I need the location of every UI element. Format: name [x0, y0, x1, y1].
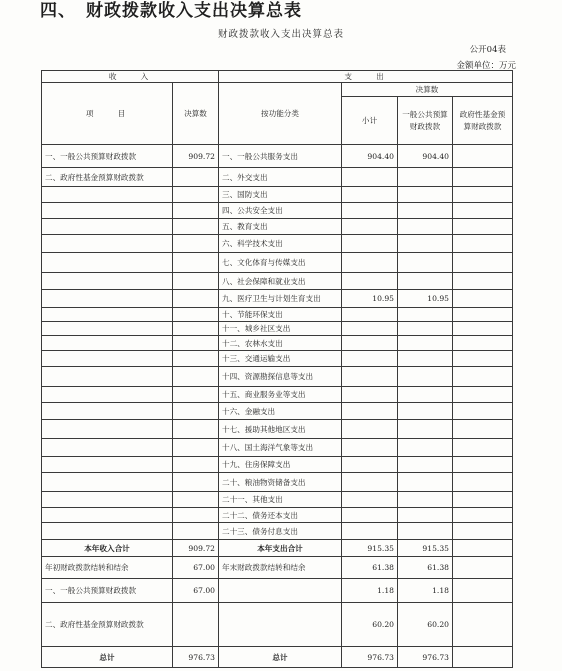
expense-general-cell — [398, 308, 453, 322]
end-carry-general: 61.38 — [398, 557, 453, 579]
table-row — [42, 187, 513, 203]
expense-general-cell — [398, 473, 453, 492]
expense-subtotal-cell — [342, 457, 398, 473]
expense-fund-cell — [453, 253, 513, 273]
income-item-cell — [42, 439, 173, 457]
table-row — [42, 290, 513, 308]
income-amount-cell — [173, 336, 219, 351]
expense-total-general: 915.35 — [398, 540, 453, 557]
final-accounts-table — [41, 70, 513, 668]
income-header: 收 入 — [42, 71, 219, 83]
carry-detail-label: 二、政府性基金预算财政拨款 — [42, 603, 173, 647]
expense-fund-cell — [453, 219, 513, 235]
table-row — [42, 523, 513, 540]
expense-general-cell — [398, 492, 453, 508]
income-amount-cell — [173, 187, 219, 203]
expense-general-cell — [398, 387, 453, 403]
carry-detail-subtotal: 60.20 — [342, 603, 398, 647]
income-amount-cell: 909.72 — [173, 145, 219, 168]
by-function-header: 按功能分类 — [219, 83, 342, 145]
income-amount-cell — [173, 322, 219, 336]
page-heading — [40, 0, 302, 21]
table-row — [42, 168, 513, 187]
expense-general-cell — [398, 420, 453, 439]
expense-subtotal-cell — [342, 473, 398, 492]
income-item-cell — [42, 457, 173, 473]
income-amount-cell — [173, 253, 219, 273]
table-row — [42, 336, 513, 351]
expense-subtotal-cell — [342, 253, 398, 273]
income-item-cell — [42, 308, 173, 322]
expense-general-cell — [398, 322, 453, 336]
expense-function-cell: 十、节能环保支出 — [219, 308, 342, 322]
table-row — [42, 473, 513, 492]
income-item-cell — [42, 203, 173, 219]
expense-general-cell — [398, 439, 453, 457]
header-row-2 — [42, 83, 513, 97]
expense-function-cell: 二十二、债务还本支出 — [219, 508, 342, 523]
table-row — [42, 508, 513, 523]
expense-subtotal-cell — [342, 420, 398, 439]
fund-budget-header: 政府性基金预算财政拨款 — [453, 97, 513, 145]
totals-row — [42, 540, 513, 557]
expense-function-cell: 一、一般公共服务支出 — [219, 145, 342, 168]
table-row — [42, 403, 513, 420]
table-row — [42, 351, 513, 367]
table-row — [42, 492, 513, 508]
income-amount-cell — [173, 508, 219, 523]
expense-general-cell: 10.95 — [398, 290, 453, 308]
expense-function-cell: 十八、国土海洋气象等支出 — [219, 439, 342, 457]
expense-subtotal-cell: 904.40 — [342, 145, 398, 168]
expense-subtotal-cell — [342, 351, 398, 367]
header-row-1 — [42, 71, 513, 83]
income-amount-cell — [173, 457, 219, 473]
carry-detail-label: 一、一般公共预算财政拨款 — [42, 579, 173, 603]
income-total-label: 本年收入合计 — [42, 540, 173, 557]
expense-general-cell — [398, 235, 453, 253]
income-amount-cell — [173, 387, 219, 403]
carry-detail-value: 67.00 — [173, 579, 219, 603]
income-item-cell — [42, 322, 173, 336]
expense-subtotal-cell — [342, 508, 398, 523]
income-item-cell — [42, 351, 173, 367]
grand-total-expense-label: 总计 — [219, 647, 342, 668]
expense-subtotal-cell: 10.95 — [342, 290, 398, 308]
expense-fund-cell — [453, 336, 513, 351]
expense-fund-cell — [453, 457, 513, 473]
table-row — [42, 420, 513, 439]
expense-fund-cell — [453, 473, 513, 492]
expense-general-cell: 904.40 — [398, 145, 453, 168]
carry-detail-blank — [219, 603, 342, 647]
final-group-header: 决算数 — [342, 83, 513, 97]
grand-total-row — [42, 647, 513, 668]
expense-total-label: 本年支出合计 — [219, 540, 342, 557]
carry-detail-blank — [219, 579, 342, 603]
income-item-cell: 二、政府性基金预算财政拨款 — [42, 168, 173, 187]
income-item-cell — [42, 273, 173, 290]
income-item-cell — [42, 219, 173, 235]
expense-fund-cell — [453, 145, 513, 168]
expense-subtotal-cell — [342, 336, 398, 351]
expense-fund-cell — [453, 367, 513, 387]
expense-function-cell: 七、文化体育与传媒支出 — [219, 253, 342, 273]
expense-subtotal-cell — [342, 439, 398, 457]
income-item-cell — [42, 508, 173, 523]
expense-function-cell: 十七、援助其他地区支出 — [219, 420, 342, 439]
expense-fund-cell — [453, 235, 513, 253]
subtotal-header: 小计 — [342, 97, 398, 145]
expense-fund-cell — [453, 439, 513, 457]
expense-function-cell: 五、教育支出 — [219, 219, 342, 235]
expense-general-cell — [398, 523, 453, 540]
expense-subtotal-cell — [342, 492, 398, 508]
expense-function-cell: 六、科学技术支出 — [219, 235, 342, 253]
expense-function-cell: 十五、商业服务业等支出 — [219, 387, 342, 403]
expense-function-cell: 十九、住房保障支出 — [219, 457, 342, 473]
income-amount-cell — [173, 308, 219, 322]
income-item-cell — [42, 387, 173, 403]
carry-detail-row — [42, 603, 513, 647]
income-item-cell — [42, 403, 173, 420]
general-budget-header: 一般公共预算财政拨款 — [398, 97, 453, 145]
expense-fund-cell — [453, 351, 513, 367]
expense-function-cell: 十三、交通运输支出 — [219, 351, 342, 367]
income-amount-cell — [173, 523, 219, 540]
expense-general-cell — [398, 351, 453, 367]
expense-function-cell: 二十一、其他支出 — [219, 492, 342, 508]
begin-carry-label: 年初财政拨款结转和结余 — [42, 557, 173, 579]
grand-total-fund — [453, 647, 513, 668]
table-row — [42, 367, 513, 387]
income-item-cell — [42, 290, 173, 308]
table-row — [42, 457, 513, 473]
income-amount-cell — [173, 235, 219, 253]
expense-function-cell: 十六、金融支出 — [219, 403, 342, 420]
heading-title: 财政拨款收入支出决算总表 — [86, 1, 302, 21]
item-header: 项 目 — [42, 83, 173, 145]
expense-subtotal-cell — [342, 387, 398, 403]
income-item-cell — [42, 187, 173, 203]
expense-fund-cell — [453, 508, 513, 523]
expense-subtotal-cell — [342, 367, 398, 387]
table-row — [42, 273, 513, 290]
expense-fund-cell — [453, 403, 513, 420]
carry-detail-fund — [453, 579, 513, 603]
expense-function-cell: 二、外交支出 — [219, 168, 342, 187]
expense-general-cell — [398, 457, 453, 473]
table-row — [42, 219, 513, 235]
income-amount-cell — [173, 168, 219, 187]
table-row — [42, 235, 513, 253]
income-amount-cell — [173, 351, 219, 367]
expense-subtotal-cell — [342, 273, 398, 290]
expense-general-cell — [398, 203, 453, 219]
expense-subtotal-cell — [342, 168, 398, 187]
expense-general-cell — [398, 187, 453, 203]
end-carry-label: 年末财政拨款结转和结余 — [219, 557, 342, 579]
end-carry-subtotal: 61.38 — [342, 557, 398, 579]
income-item-cell — [42, 473, 173, 492]
final-amount-header: 决算数 — [173, 83, 219, 145]
expense-subtotal-cell — [342, 187, 398, 203]
income-item-cell: 一、一般公共预算财政拨款 — [42, 145, 173, 168]
table-row — [42, 253, 513, 273]
expense-function-cell: 十一、城乡社区支出 — [219, 322, 342, 336]
expense-general-cell — [398, 219, 453, 235]
expense-subtotal-cell — [342, 235, 398, 253]
income-item-cell — [42, 492, 173, 508]
expense-total-subtotal: 915.35 — [342, 540, 398, 557]
table-row — [42, 203, 513, 219]
income-amount-cell — [173, 420, 219, 439]
income-amount-cell — [173, 439, 219, 457]
income-item-cell — [42, 420, 173, 439]
expense-fund-cell — [453, 322, 513, 336]
expense-fund-cell — [453, 290, 513, 308]
expense-subtotal-cell — [342, 403, 398, 420]
expense-fund-cell — [453, 492, 513, 508]
table-row — [42, 145, 513, 168]
table-title: 财政拨款收入支出决算总表 — [217, 29, 344, 40]
income-total-value: 909.72 — [173, 540, 219, 557]
expense-subtotal-cell — [342, 308, 398, 322]
end-carry-fund — [453, 557, 513, 579]
income-amount-cell — [173, 290, 219, 308]
begin-carry-value: 67.00 — [173, 557, 219, 579]
expense-function-cell: 十二、农林水支出 — [219, 336, 342, 351]
expense-function-cell: 二十三、债务付息支出 — [219, 523, 342, 540]
expense-function-cell: 三、国防支出 — [219, 187, 342, 203]
income-item-cell — [42, 253, 173, 273]
expense-subtotal-cell — [342, 322, 398, 336]
income-amount-cell — [173, 219, 219, 235]
table-row — [42, 308, 513, 322]
carry-detail-subtotal: 1.18 — [342, 579, 398, 603]
expense-subtotal-cell — [342, 523, 398, 540]
expense-subtotal-cell — [342, 219, 398, 235]
income-amount-cell — [173, 367, 219, 387]
expense-general-cell — [398, 273, 453, 290]
unit-label: 金额单位：万元 — [456, 61, 516, 71]
income-amount-cell — [173, 473, 219, 492]
income-item-cell — [42, 235, 173, 253]
expense-general-cell — [398, 253, 453, 273]
income-amount-cell — [173, 492, 219, 508]
expense-fund-cell — [453, 420, 513, 439]
expense-fund-cell — [453, 168, 513, 187]
table-row — [42, 387, 513, 403]
expense-function-cell: 八、社会保障和就业支出 — [219, 273, 342, 290]
expense-general-cell — [398, 367, 453, 387]
expense-fund-cell — [453, 523, 513, 540]
carry-detail-value — [173, 603, 219, 647]
expense-fund-cell — [453, 387, 513, 403]
grand-total-subtotal: 976.73 — [342, 647, 398, 668]
income-item-cell — [42, 336, 173, 351]
expense-function-cell: 二十、粮油物资储备支出 — [219, 473, 342, 492]
expense-fund-cell — [453, 273, 513, 290]
carry-detail-row — [42, 579, 513, 603]
expense-general-cell — [398, 403, 453, 420]
income-amount-cell — [173, 403, 219, 420]
expense-total-fund — [453, 540, 513, 557]
income-item-cell — [42, 523, 173, 540]
table-row — [42, 439, 513, 457]
carry-detail-fund — [453, 603, 513, 647]
expense-function-cell: 十四、资源勘探信息等支出 — [219, 367, 342, 387]
carry-detail-general: 60.20 — [398, 603, 453, 647]
income-amount-cell — [173, 203, 219, 219]
grand-total-income: 976.73 — [173, 647, 219, 668]
expense-general-cell — [398, 168, 453, 187]
expense-header: 支 出 — [219, 71, 513, 83]
grand-total-label: 总计 — [42, 647, 173, 668]
doc-number: 公开04表 — [469, 45, 506, 55]
income-amount-cell — [173, 273, 219, 290]
expense-fund-cell — [453, 187, 513, 203]
income-item-cell — [42, 367, 173, 387]
expense-fund-cell — [453, 203, 513, 219]
expense-function-cell: 四、公共安全支出 — [219, 203, 342, 219]
expense-general-cell — [398, 508, 453, 523]
carry-detail-general: 1.18 — [398, 579, 453, 603]
expense-fund-cell — [453, 308, 513, 322]
carry-row — [42, 557, 513, 579]
expense-general-cell — [398, 336, 453, 351]
table-row — [42, 322, 513, 336]
heading-number: 四、 — [40, 1, 76, 21]
expense-subtotal-cell — [342, 203, 398, 219]
grand-total-general: 976.73 — [398, 647, 453, 668]
expense-function-cell: 九、医疗卫生与计划生育支出 — [219, 290, 342, 308]
